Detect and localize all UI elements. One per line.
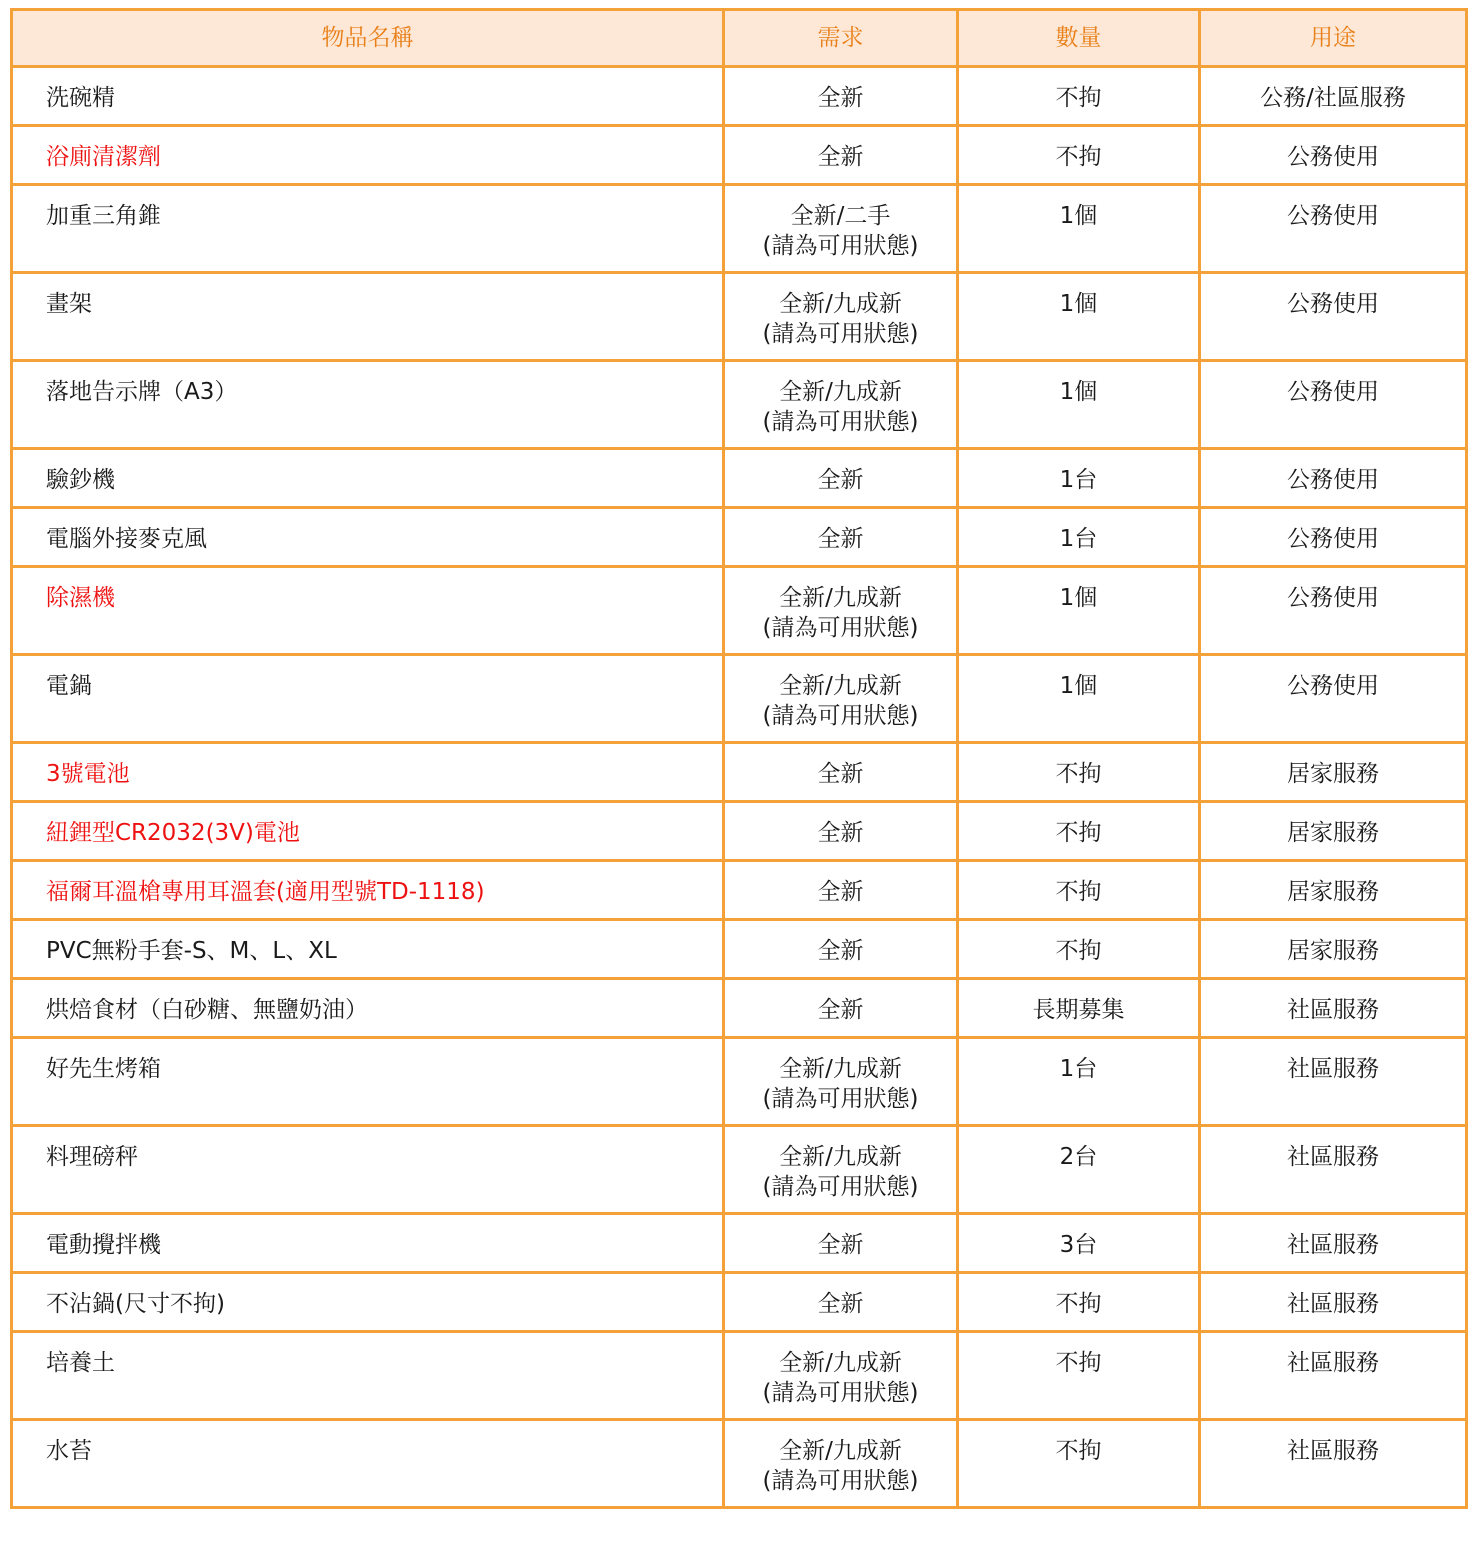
item-name-cell: PVC無粉手套-S、M、L、XL (12, 920, 724, 979)
need-condition: 全新/九成新 (779, 291, 902, 317)
item-name-cell: 料理磅秤 (12, 1126, 724, 1214)
table-row (12, 920, 1467, 979)
need-note: (請為可用狀態) (762, 409, 919, 435)
item-name-cell: 除濕機 (12, 567, 724, 655)
need-cell (724, 508, 958, 567)
table-row (12, 1038, 1467, 1126)
quantity-cell: 1台 (958, 1038, 1200, 1126)
quantity-cell: 1個 (958, 185, 1200, 273)
need-condition: 全新 (817, 820, 864, 846)
need-cell (724, 1420, 958, 1508)
table-row (12, 1126, 1467, 1214)
table-row (12, 1332, 1467, 1420)
header-need: 需求 (724, 10, 958, 67)
table-row (12, 273, 1467, 361)
item-name-cell: 紐鋰型CR2032(3V)電池 (12, 802, 724, 861)
need-condition: 全新 (817, 1291, 864, 1317)
item-name-cell: 落地告示牌（A3） (12, 361, 724, 449)
quantity-cell: 不拘 (958, 1420, 1200, 1508)
need-condition: 全新 (817, 938, 864, 964)
item-name-cell: 畫架 (12, 273, 724, 361)
need-cell (724, 126, 958, 185)
need-cell (724, 273, 958, 361)
table-row (12, 508, 1467, 567)
quantity-cell: 3台 (958, 1214, 1200, 1273)
need-condition: 全新 (817, 526, 864, 552)
need-cell (724, 1332, 958, 1420)
usage-cell: 社區服務 (1200, 979, 1467, 1038)
item-name-cell: 電腦外接麥克風 (12, 508, 724, 567)
table-row (12, 567, 1467, 655)
usage-cell: 公務使用 (1200, 567, 1467, 655)
item-name-cell: 驗鈔機 (12, 449, 724, 508)
item-name-cell: 烘焙食材（白砂糖、無鹽奶油） (12, 979, 724, 1038)
quantity-cell: 不拘 (958, 920, 1200, 979)
table-row (12, 802, 1467, 861)
item-name-cell: 福爾耳溫槍專用耳溫套(適用型號TD-1118) (12, 861, 724, 920)
item-name-cell: 好先生烤箱 (12, 1038, 724, 1126)
usage-cell: 公務使用 (1200, 361, 1467, 449)
donation-items-table (10, 8, 1468, 1509)
quantity-cell: 1台 (958, 449, 1200, 508)
table-row (12, 1214, 1467, 1273)
quantity-cell: 1個 (958, 361, 1200, 449)
quantity-cell: 1個 (958, 655, 1200, 743)
item-name-cell: 加重三角錐 (12, 185, 724, 273)
usage-cell: 公務使用 (1200, 273, 1467, 361)
table-row (12, 449, 1467, 508)
need-condition: 全新 (817, 879, 864, 905)
need-condition: 全新/九成新 (779, 1438, 902, 1464)
table-row (12, 979, 1467, 1038)
usage-cell: 社區服務 (1200, 1038, 1467, 1126)
need-cell (724, 1126, 958, 1214)
quantity-cell: 不拘 (958, 743, 1200, 802)
need-condition: 全新 (817, 997, 864, 1023)
need-condition: 全新/九成新 (779, 1056, 902, 1082)
header-item-name: 物品名稱 (12, 10, 724, 67)
quantity-cell: 2台 (958, 1126, 1200, 1214)
need-condition: 全新/九成新 (779, 1350, 902, 1376)
table-row (12, 67, 1467, 126)
need-cell (724, 1273, 958, 1332)
need-note: (請為可用狀態) (762, 703, 919, 729)
need-condition: 全新/二手 (790, 203, 891, 229)
table-row (12, 861, 1467, 920)
item-name-cell: 水苔 (12, 1420, 724, 1508)
header-quantity: 數量 (958, 10, 1200, 67)
need-cell (724, 743, 958, 802)
item-name-cell: 電動攪拌機 (12, 1214, 724, 1273)
need-cell (724, 185, 958, 273)
need-condition: 全新 (817, 761, 864, 787)
need-cell (724, 361, 958, 449)
usage-cell: 公務/社區服務 (1200, 67, 1467, 126)
table-header (12, 10, 1467, 67)
usage-cell: 社區服務 (1200, 1420, 1467, 1508)
header-row (12, 10, 1467, 67)
usage-cell: 社區服務 (1200, 1214, 1467, 1273)
quantity-cell: 1個 (958, 273, 1200, 361)
item-name-cell: 浴廁清潔劑 (12, 126, 724, 185)
quantity-cell: 不拘 (958, 67, 1200, 126)
usage-cell: 公務使用 (1200, 126, 1467, 185)
item-name-cell: 不沾鍋(尺寸不拘) (12, 1273, 724, 1332)
item-name-cell: 洗碗精 (12, 67, 724, 126)
need-cell (724, 979, 958, 1038)
need-note: (請為可用狀態) (762, 1468, 919, 1494)
quantity-cell: 不拘 (958, 861, 1200, 920)
need-cell (724, 655, 958, 743)
need-cell (724, 920, 958, 979)
need-note: (請為可用狀態) (762, 1086, 919, 1112)
usage-cell: 公務使用 (1200, 655, 1467, 743)
need-condition: 全新 (817, 467, 864, 493)
quantity-cell: 不拘 (958, 802, 1200, 861)
usage-cell: 居家服務 (1200, 920, 1467, 979)
usage-cell: 公務使用 (1200, 508, 1467, 567)
usage-cell: 公務使用 (1200, 185, 1467, 273)
quantity-cell: 不拘 (958, 1273, 1200, 1332)
header-usage: 用途 (1200, 10, 1467, 67)
need-note: (請為可用狀態) (762, 233, 919, 259)
item-name-cell: 培養土 (12, 1332, 724, 1420)
need-cell (724, 1038, 958, 1126)
usage-cell: 居家服務 (1200, 802, 1467, 861)
usage-cell: 居家服務 (1200, 743, 1467, 802)
need-cell (724, 67, 958, 126)
need-condition: 全新 (817, 1232, 864, 1258)
item-name-cell: 3號電池 (12, 743, 724, 802)
need-cell (724, 1214, 958, 1273)
usage-cell: 居家服務 (1200, 861, 1467, 920)
table-row (12, 185, 1467, 273)
need-condition: 全新 (817, 85, 864, 111)
need-cell (724, 802, 958, 861)
need-cell (724, 449, 958, 508)
table-row (12, 655, 1467, 743)
usage-cell: 公務使用 (1200, 449, 1467, 508)
table-row (12, 743, 1467, 802)
need-note: (請為可用狀態) (762, 1174, 919, 1200)
quantity-cell: 1台 (958, 508, 1200, 567)
need-note: (請為可用狀態) (762, 1380, 919, 1406)
need-condition: 全新/九成新 (779, 1144, 902, 1170)
need-condition: 全新/九成新 (779, 379, 902, 405)
table-row (12, 1420, 1467, 1508)
item-name-cell: 電鍋 (12, 655, 724, 743)
need-condition: 全新/九成新 (779, 673, 902, 699)
quantity-cell: 不拘 (958, 126, 1200, 185)
need-condition: 全新/九成新 (779, 585, 902, 611)
need-note: (請為可用狀態) (762, 321, 919, 347)
table-row (12, 126, 1467, 185)
usage-cell: 社區服務 (1200, 1126, 1467, 1214)
need-note: (請為可用狀態) (762, 615, 919, 641)
quantity-cell: 不拘 (958, 1332, 1200, 1420)
usage-cell: 社區服務 (1200, 1273, 1467, 1332)
need-condition: 全新 (817, 144, 864, 170)
usage-cell: 社區服務 (1200, 1332, 1467, 1420)
need-cell (724, 861, 958, 920)
quantity-cell: 長期募集 (958, 979, 1200, 1038)
donation-table-container (10, 8, 1468, 1509)
need-cell (724, 567, 958, 655)
quantity-cell: 1個 (958, 567, 1200, 655)
table-body (12, 67, 1467, 1508)
table-row (12, 1273, 1467, 1332)
table-row (12, 361, 1467, 449)
